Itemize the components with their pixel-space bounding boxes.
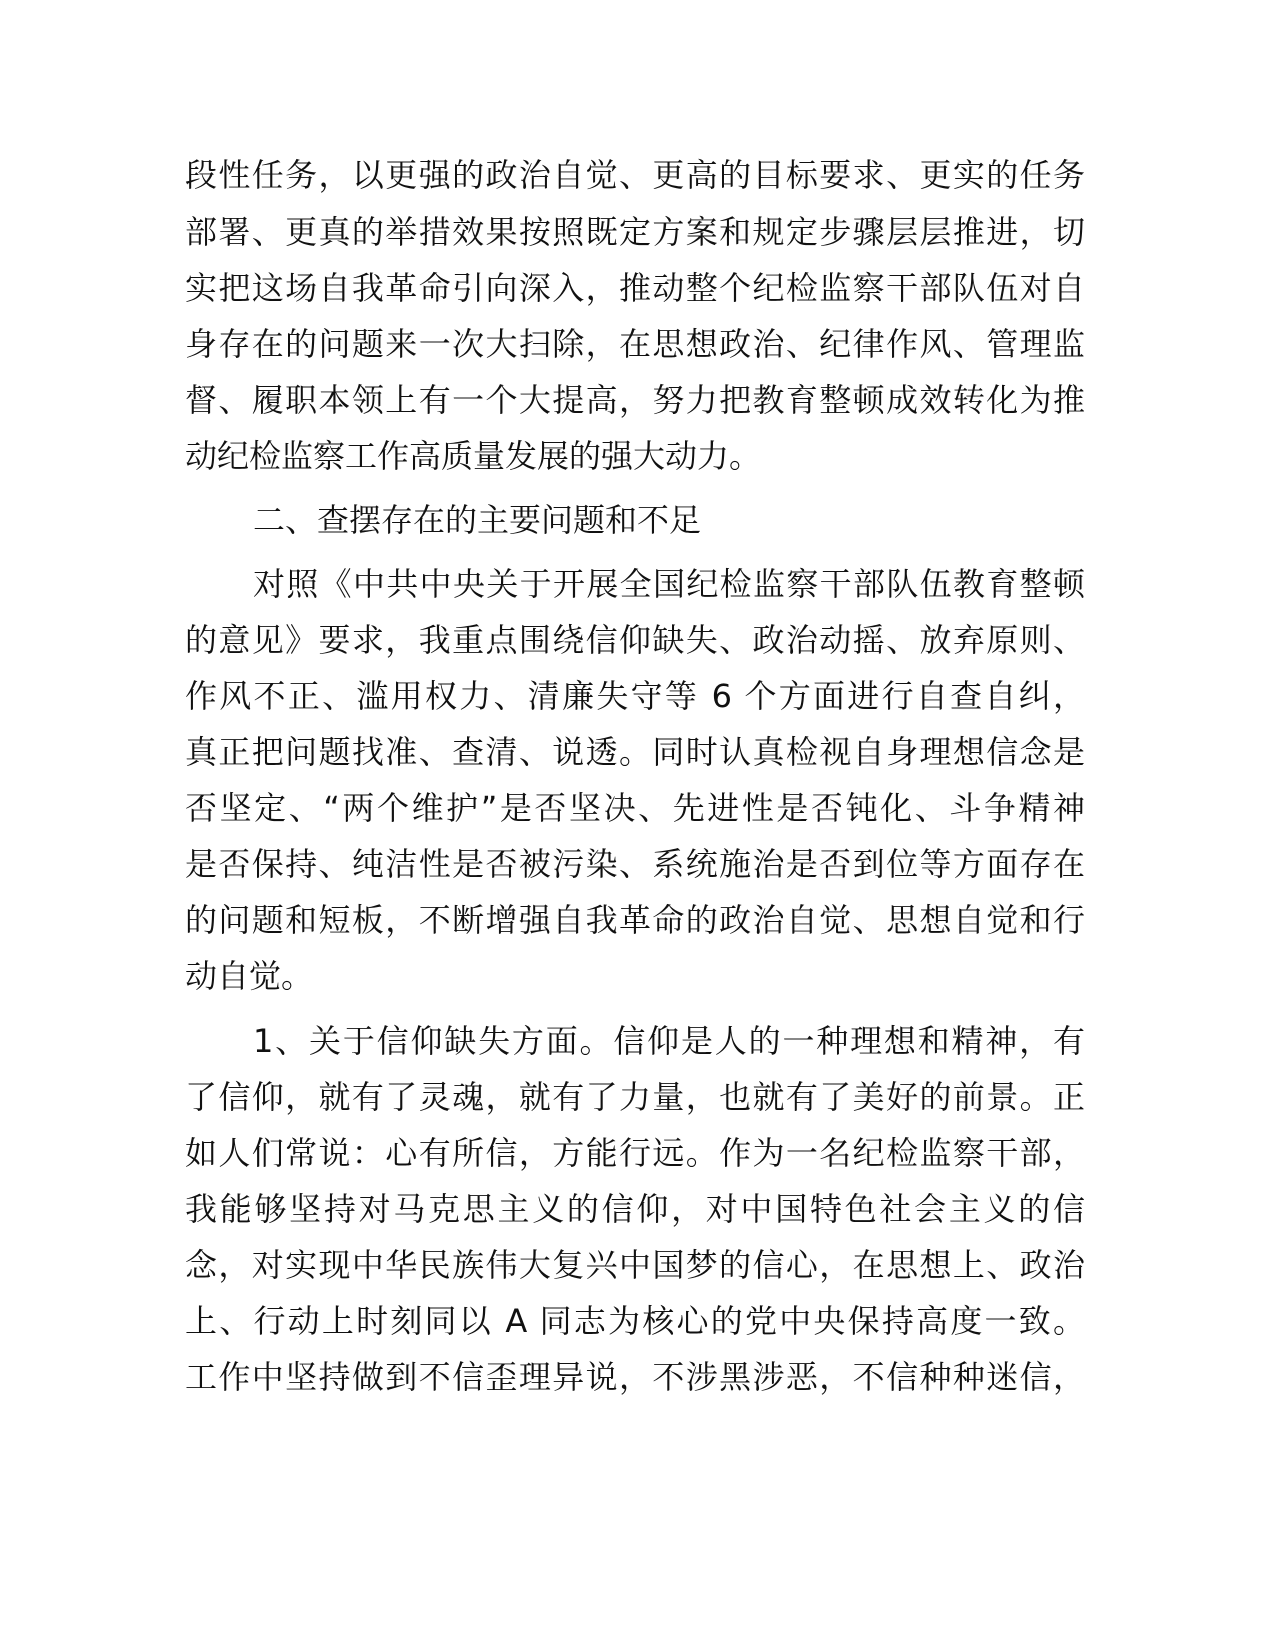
paragraph-line: 的意见》要求，我重点围绕信仰缺失、政治动摇、放弃原则、: [185, 621, 1085, 659]
paragraph-line: 动纪检监察工作高质量发展的强大动力。: [185, 437, 762, 475]
paragraph-line: 作风不正、滥用权力、清廉失守等 6 个方面进行自查自纠，: [185, 677, 1085, 715]
paragraph-line: 对照《中共中央关于开展全国纪检监察干部队伍教育整顿: [253, 565, 1085, 603]
paragraph-line: 工作中坚持做到不信歪理异说，不涉黑涉恶，不信种种迷信，: [185, 1358, 1085, 1396]
paragraph-line: 真正把问题找准、查清、说透。同时认真检视自身理想信念是: [185, 733, 1085, 771]
paragraph-line: 动自觉。: [185, 957, 314, 995]
paragraph-line: 了信仰，就有了灵魂，就有了力量，也就有了美好的前景。正: [185, 1078, 1085, 1116]
paragraph-line: 的问题和短板，不断增强自我革命的政治自觉、思想自觉和行: [185, 901, 1085, 939]
paragraph-line: 部署、更真的举措效果按照既定方案和规定步骤层层推进，切: [185, 213, 1085, 251]
paragraph-line: 督、履职本领上有一个大提高，努力把教育整顿成效转化为推: [185, 381, 1085, 419]
paragraph-line: 实把这场自我革命引向深入，推动整个纪检监察干部队伍对自: [185, 269, 1085, 307]
paragraph-line: 念，对实现中华民族伟大复兴中国梦的信心，在思想上、政治: [185, 1246, 1085, 1284]
section-heading: 二、查摆存在的主要问题和不足: [253, 501, 702, 539]
paragraph-line: 否坚定、“两个维护”是否坚决、先进性是否钝化、斗争精神: [185, 789, 1085, 827]
paragraph-line: 身存在的问题来一次大扫除，在思想政治、纪律作风、管理监: [185, 325, 1085, 363]
paragraph-line: 是否保持、纯洁性是否被污染、系统施治是否到位等方面存在: [185, 845, 1085, 883]
paragraph-line: 如人们常说：心有所信，方能行远。作为一名纪检监察干部，: [185, 1134, 1085, 1172]
paragraph-line: 段性任务，以更强的政治自觉、更高的目标要求、更实的任务: [185, 156, 1085, 194]
paragraph-line: 我能够坚持对马克思主义的信仰，对中国特色社会主义的信: [185, 1190, 1085, 1228]
paragraph-line: 上、行动上时刻同以 A 同志为核心的党中央保持高度一致。: [185, 1302, 1085, 1340]
paragraph-line: 1、关于信仰缺失方面。信仰是人的一种理想和精神，有: [253, 1022, 1085, 1060]
